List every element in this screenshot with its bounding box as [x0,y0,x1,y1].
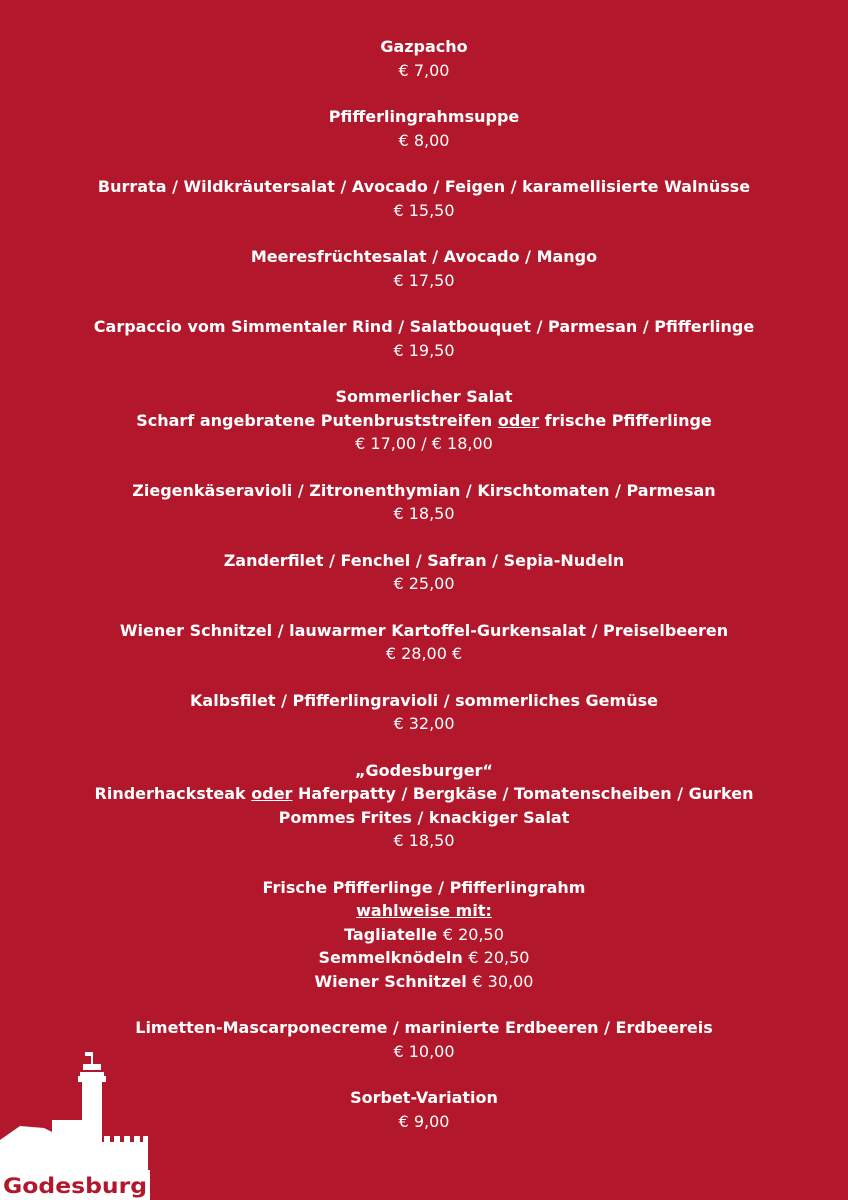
dish-price: € 18,50 [393,831,455,850]
dish-price: € 10,00 [393,1041,455,1061]
menu-item-godesburger [0,759,848,853]
dish-price: € 28,00 € [385,644,463,663]
option-name: Wiener Schnitzel [314,971,467,991]
description-part: Rinderhacksteak [94,784,252,803]
dish-name: Limetten-Mascarponecreme / marinierte Erdbeeren / Erdbeereis [135,1018,713,1037]
dish-name: „Godesburger“ [355,760,493,780]
dish-description [0,782,848,806]
menu-item-pfifferlinge [0,876,848,994]
dish-sides: Pommes Frites / knackiger Salat [278,807,570,827]
option-name: Semmelknödeln [318,948,463,967]
dish-name: Pfifferlingrahmsuppe [328,107,520,126]
dish-name: Meeresfrüchtesalat / Avocado / Mango [250,247,598,266]
menu-item-wiener-schnitzel [0,619,848,666]
dish-price: € 17,00 / € 18,00 [355,434,493,453]
dish-price: € 7,00 [398,60,450,80]
option-line [0,923,848,947]
dish-price: € 15,50 [393,200,455,220]
menu-item-kalbsfilet [0,689,848,736]
dish-price: € 17,50 [393,270,455,290]
dish-price: € 25,00 [393,574,455,593]
dish-name: Frische Pfifferlinge / Pfifferlingrahm [262,877,586,897]
menu-item-zanderfilet [0,549,848,596]
menu-item-meeresfruechtesalat [0,245,848,292]
option-line [0,970,848,994]
dish-name: Burrata / Wildkräutersalat / Avocado / Feigen / karamellisierte Walnüsse [97,177,751,196]
dish-name: Carpaccio vom Simmentaler Rind / Salatbouquet / Parmesan / Pfifferlinge [93,317,755,336]
dish-name: Ziegenkäseravioli / Zitronenthymian / Kirschtomaten / Parmesan [132,480,716,500]
description-part: frische Pfifferlinge [539,410,712,430]
option-line [0,946,848,970]
oder-underlined: oder [497,410,540,430]
dish-name: Sommerlicher Salat [335,387,513,406]
oder-underlined: oder [251,784,293,803]
logo-text: Godesburg [3,1174,147,1198]
dish-name: Gazpacho [380,37,468,56]
dish-price: € 8,00 [398,130,450,150]
menu-item-ziegenkaeseravioli [0,479,848,526]
dish-name: Kalbsfilet / Pfifferlingravioli / sommerliches Gemüse [190,690,658,710]
menu-item-pfifferlingrahmsuppe [0,105,848,152]
menu-item-sommerlicher-salat [0,385,848,456]
menu-item-burrata [0,175,848,222]
menu-list [0,35,848,1156]
description-part: Scharf angebratene Putenbruststreifen [136,410,498,430]
dish-name: Sorbet-Variation [350,1088,498,1107]
description-part: Haferpatty / Bergkäse / Tomatenscheiben / Gurken [292,784,754,803]
option-price: € 20,50 [468,948,530,967]
menu-item-gazpacho [0,35,848,82]
dish-price: € 32,00 [393,714,455,733]
godesburg-logo [0,1050,150,1200]
choice-heading-line [0,899,848,923]
option-name: Tagliatelle [344,924,438,944]
dish-price: € 18,50 [393,504,455,523]
dish-price: € 19,50 [393,340,455,360]
menu-item-carpaccio [0,315,848,362]
option-price: € 20,50 [442,924,504,944]
dish-name: Zanderfilet / Fenchel / Safran / Sepia-Nudeln [223,550,625,570]
dish-description [0,409,848,433]
dish-price: € 9,00 [398,1111,450,1131]
dish-name: Wiener Schnitzel / lauwarmer Kartoffel-Gurkensalat / Preiselbeeren [119,620,729,640]
option-price: € 30,00 [472,971,534,991]
choice-heading: wahlweise mit: [356,901,492,920]
